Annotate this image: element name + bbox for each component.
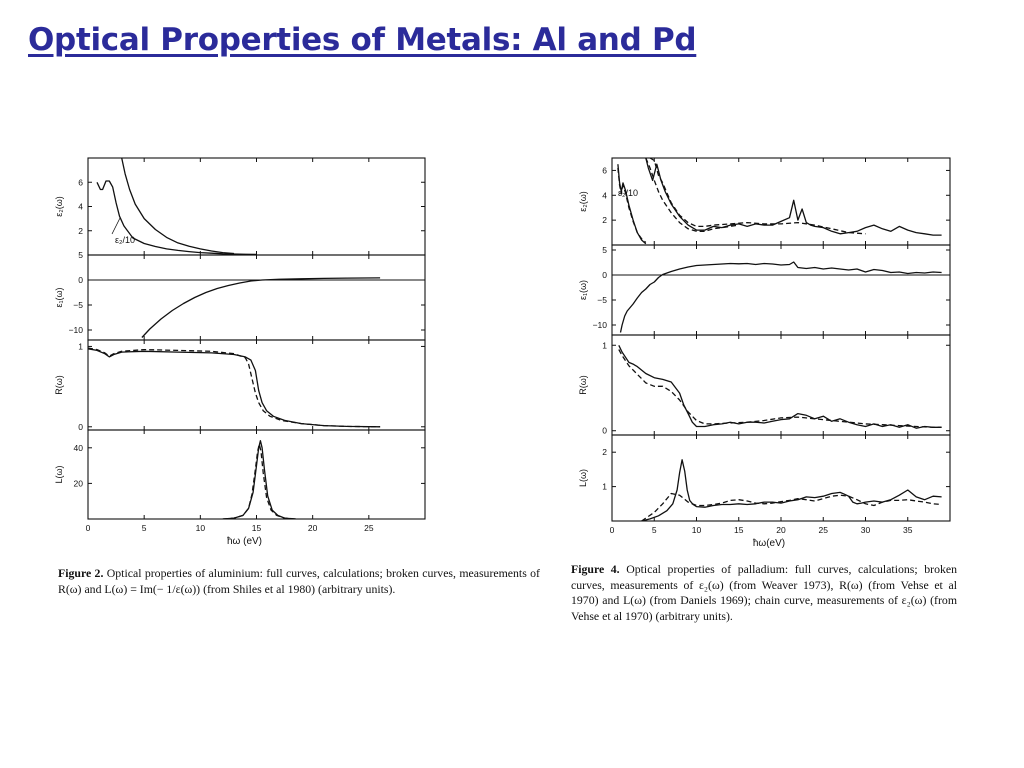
y-tick-label: 1 [602, 340, 607, 351]
y-axis-label: R(ω) [578, 375, 588, 395]
series-line-1 [619, 345, 942, 428]
panel-frame [88, 255, 425, 340]
series-line-1 [642, 460, 942, 521]
x-axis-label: ħω(eV) [752, 538, 786, 549]
caption-text: Optical properties of aluminium: full curves, calculations; broken curves, measurements of R(ω) and L(ω) = Im(− 1/ε(ω)) (from Shiles et al 1980) (arbitrary units). [58, 566, 540, 596]
x-tick-label: 0 [85, 523, 91, 533]
aluminium-optical-chart [40, 150, 450, 555]
panel-3 [54, 340, 425, 432]
y-tick-label: 5 [602, 245, 607, 255]
series-line-2 [642, 494, 942, 522]
y-axis-label: L(ω) [578, 468, 588, 488]
slide-title: Optical Properties of Metals: Al and Pd [28, 22, 697, 58]
y-tick-label: 2 [602, 215, 607, 226]
series-line-1 [621, 262, 942, 333]
x-tick-label: 20 [776, 525, 786, 535]
x-tick-label: 35 [903, 525, 913, 535]
caption-text: Optical properties of palladium: full curves, calculations; broken curves, measurements of ε₂(ω) (from Weaver 1973), R(ω) (from Vehse et al 1970) and L(ω) (from Daniels 1969); chain curve, measurements of ε₂(ω) (from Vehse et al 1970) (arbitrary units). [571, 562, 957, 623]
panel-frame [612, 245, 950, 335]
panel-4 [54, 430, 425, 519]
y-axis-label: ε₂(ω) [54, 196, 64, 217]
y-tick-label: 20 [73, 478, 83, 489]
y-tick-label: −10 [68, 325, 83, 335]
x-tick-label: 15 [734, 525, 744, 535]
y-tick-label: 1 [602, 481, 607, 492]
series-line-2 [88, 348, 380, 427]
x-tick-label: 20 [307, 523, 318, 533]
series-line-2 [618, 168, 646, 243]
y-tick-label: 0 [78, 421, 83, 432]
panel-frame [612, 435, 950, 521]
x-tick-label: 15 [251, 523, 262, 533]
series-line-1 [223, 441, 296, 519]
x-tick-label: 0 [609, 525, 615, 535]
x-tick-label: 5 [651, 525, 657, 535]
series-line-4 [650, 158, 866, 234]
x-tick-label: 10 [691, 525, 702, 535]
aluminium-figure-caption [58, 566, 540, 597]
series-line-2 [223, 444, 296, 519]
y-tick-label: 4 [78, 201, 83, 212]
series-line-1 [618, 164, 646, 244]
panel-frame [612, 158, 950, 245]
y-tick-label: 0 [78, 275, 83, 285]
x-axis-label: ħω (eV) [226, 536, 263, 547]
curve-annotation: ε₂/10 [618, 188, 639, 198]
series-line-1 [88, 349, 380, 427]
x-tick-label: 25 [364, 523, 374, 533]
panel-3 [578, 335, 950, 436]
caption-label: Figure 4. [571, 562, 620, 576]
panel-4 [578, 435, 950, 521]
series-line-1 [142, 278, 380, 338]
y-tick-label: 2 [78, 225, 83, 236]
series-line-5 [646, 158, 739, 231]
y-tick-label: 6 [78, 177, 83, 188]
panel-1 [54, 158, 425, 255]
y-tick-label: −5 [597, 295, 607, 305]
y-tick-label: 5 [78, 250, 83, 260]
x-tick-label: 5 [141, 523, 147, 533]
y-tick-label: 0 [602, 425, 607, 436]
panel-frame [88, 430, 425, 519]
series-line-3 [646, 158, 942, 235]
palladium-figure-caption [571, 562, 957, 624]
curve-annotation: ε₂/10 [115, 235, 136, 245]
palladium-optical-chart [560, 150, 960, 555]
y-axis-label: ε₂(ω) [578, 191, 588, 212]
x-tick-label: 25 [818, 525, 828, 535]
y-tick-label: −5 [73, 300, 83, 310]
panel-1 [578, 158, 950, 245]
panel-2 [578, 245, 950, 335]
series-line-2 [122, 158, 234, 254]
y-axis-label: R(ω) [54, 375, 64, 395]
y-tick-label: 40 [73, 442, 83, 453]
x-tick-label: 10 [195, 523, 206, 533]
y-tick-label: 1 [78, 341, 83, 352]
y-tick-label: 4 [602, 190, 607, 201]
y-tick-label: 2 [602, 447, 607, 458]
caption-label: Figure 2. [58, 566, 104, 580]
y-tick-label: −10 [592, 320, 607, 330]
panel-frame [88, 340, 425, 430]
y-axis-label: ε₁(ω) [54, 287, 64, 308]
series-line-2 [619, 350, 942, 428]
y-tick-label: 0 [602, 270, 607, 280]
panel-2 [54, 250, 425, 340]
y-axis-label: ε₁(ω) [578, 279, 588, 301]
y-tick-label: 6 [602, 165, 607, 176]
y-axis-label: L(ω) [54, 465, 64, 484]
x-tick-label: 30 [860, 525, 871, 535]
annotation-leader [112, 218, 120, 234]
